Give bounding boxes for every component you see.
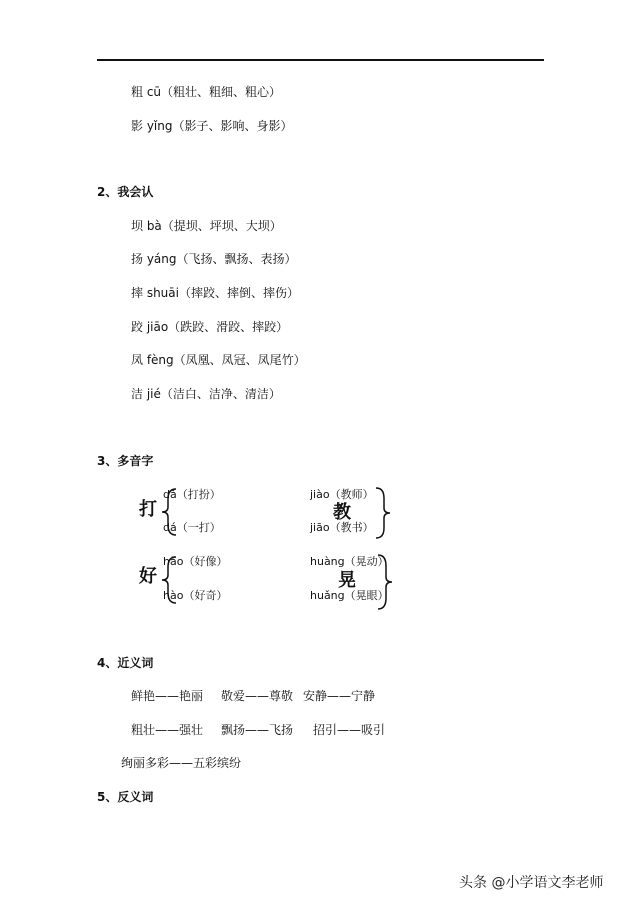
entry-ying: 影 yǐng（影子、影响、身影） [131,119,293,133]
synonym-pair: 安静——宁静 [303,689,376,703]
polyphone-char-hao: 好 [139,566,157,587]
section-3-heading: 3、多音字 [97,454,154,468]
reading-huang-1: huàng（晃动） [310,555,389,568]
list-item: 洁 jié（洁白、洁净、清洁） [131,387,281,401]
reading-da-1: dǎ（打扮） [163,488,221,501]
right-brace-icon [376,553,394,611]
reading-hao-2: hào（好奇） [163,589,228,602]
section-4-heading: 4、近义词 [97,656,154,670]
reading-huang-2: huǎng（晃眼） [310,589,389,602]
top-rule [97,59,544,61]
synonym-pair: 粗壮——强壮 [131,723,204,737]
list-item: 坝 bà（提坝、坪坝、大坝） [131,219,282,233]
list-item: 跤 jiāo（跌跤、滑跤、摔跤） [131,320,289,334]
synonym-pair: 飘扬——飞扬 [221,723,294,737]
list-item: 凤 fèng（凤凰、凤冠、凤尾竹） [131,353,306,367]
reading-hao-1: hǎo（好像） [163,555,228,568]
reading-jiao-2: jiāo（教书） [310,521,374,534]
section-2-heading: 2、我会认 [97,185,154,199]
polyphone-char-jiao: 教 [333,502,351,523]
reading-da-2: dá（一打） [163,521,221,534]
polyphone-char-huang: 晃 [338,570,356,591]
watermark: 头条 @小学语文李老师 [459,875,604,891]
right-brace-icon [374,486,392,540]
synonym-pair: 招引——吸引 [313,723,386,737]
list-item: 摔 shuāi（摔跤、摔倒、摔伤） [131,286,299,300]
list-item: 扬 yáng（飞扬、飘扬、表扬） [131,252,297,266]
section-5-heading: 5、反义词 [97,790,154,804]
entry-cu: 粗 cū（粗壮、粗细、粗心） [131,85,282,99]
synonym-pair: 鲜艳——艳丽 [131,689,204,703]
reading-jiao-1: jiào（教师） [310,488,374,501]
polyphone-char-da: 打 [139,499,157,520]
synonym-pair: 敬爱——尊敬 [221,689,294,703]
synonym-pair: 绚丽多彩——五彩缤纷 [121,756,242,770]
